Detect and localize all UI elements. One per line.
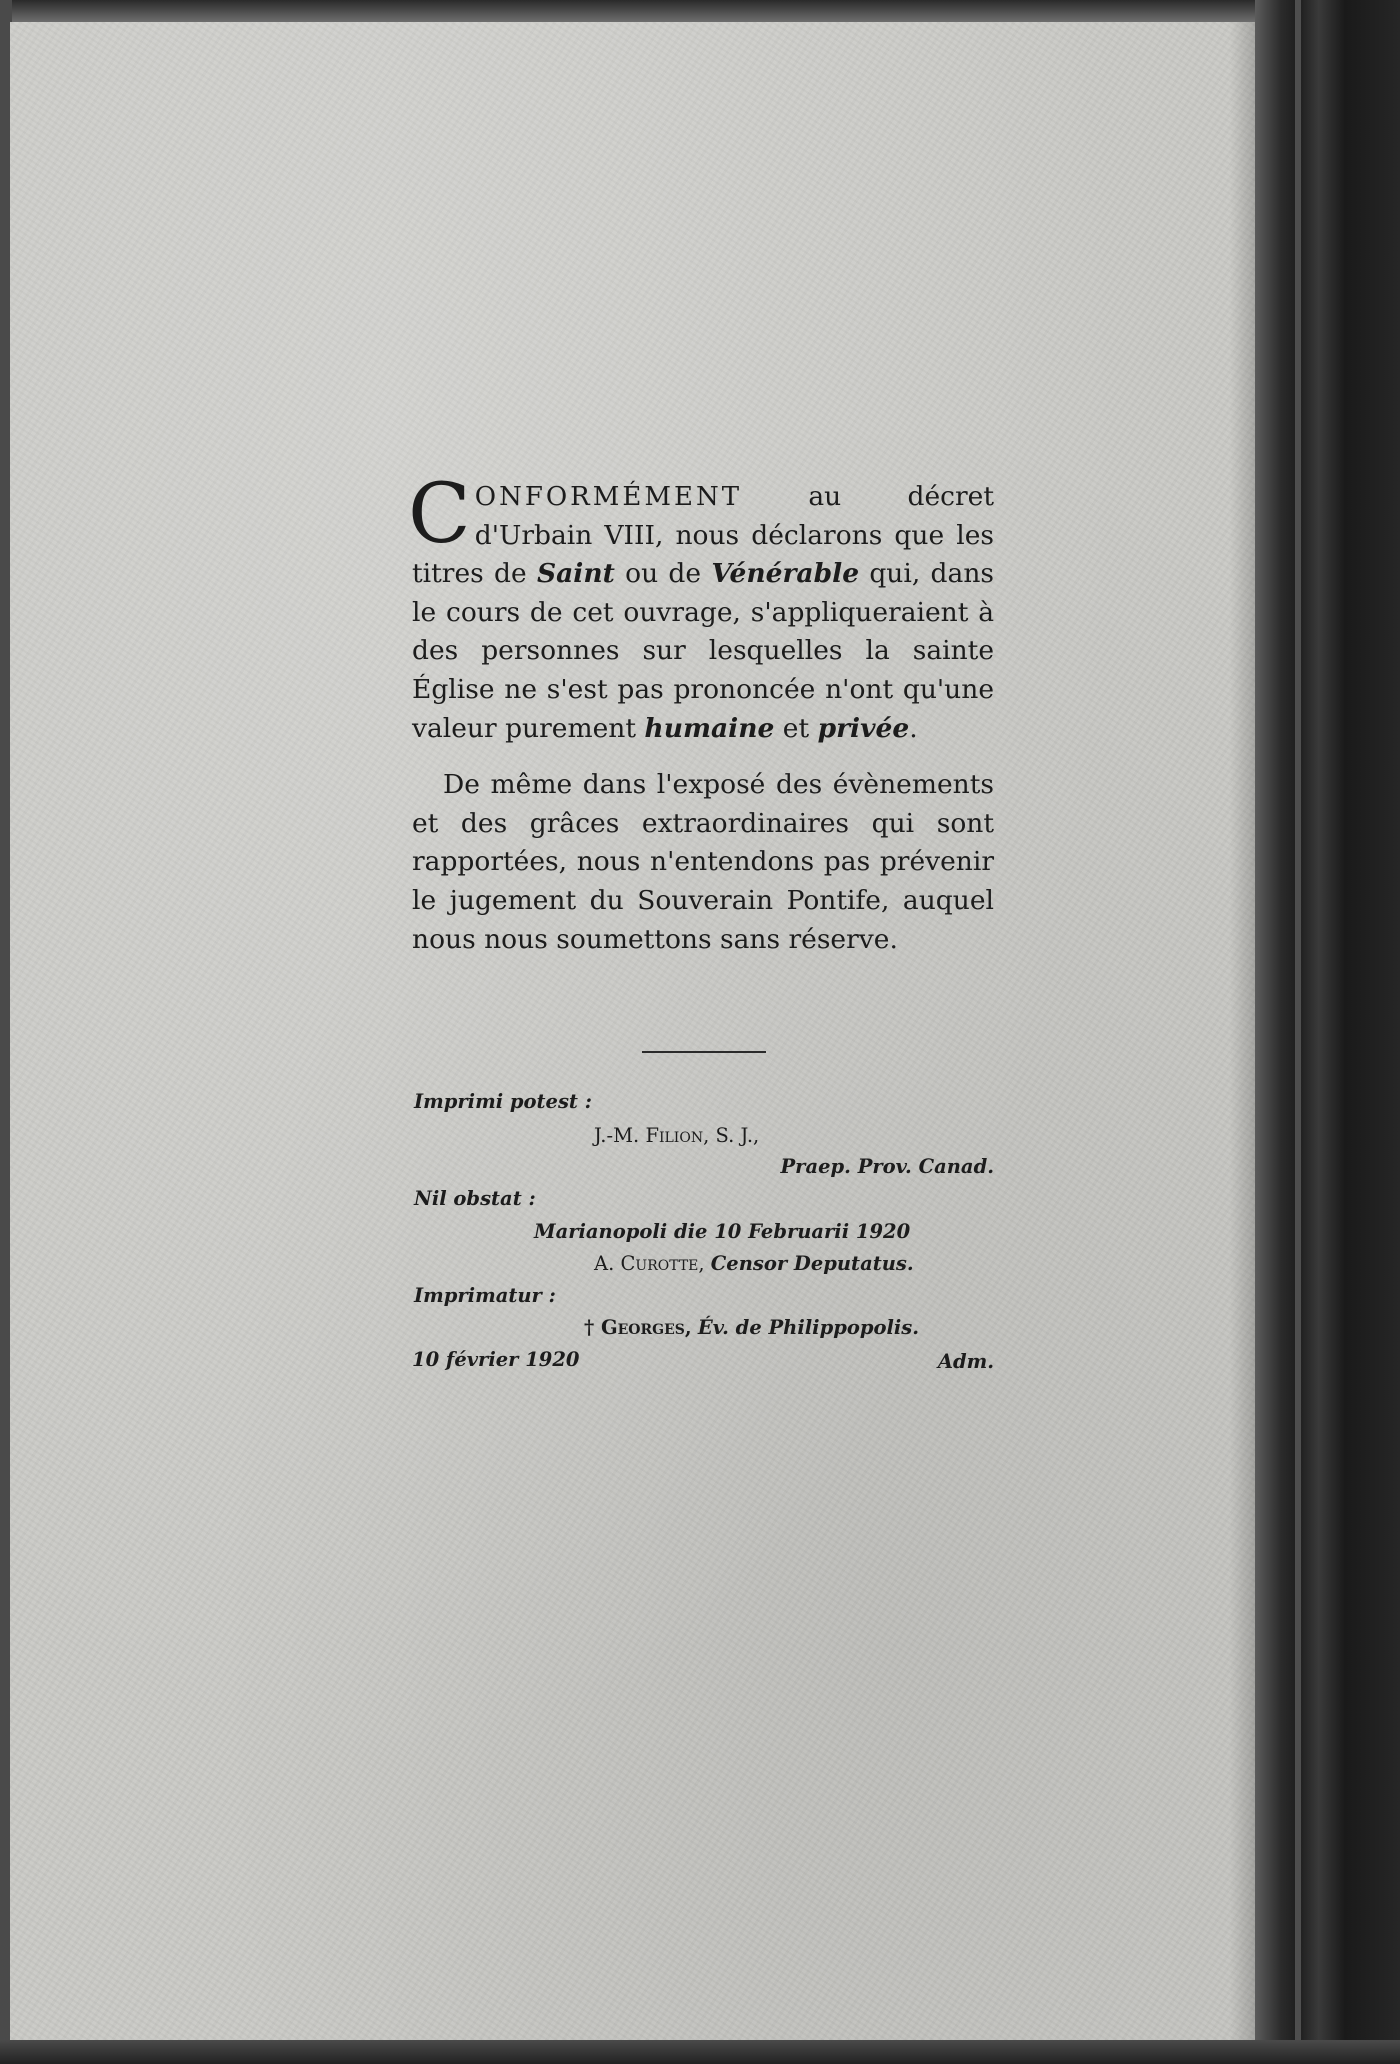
- decree-notice: [408, 467, 994, 959]
- scan-frame-top: [0, 0, 1310, 22]
- section-divider: [642, 1051, 766, 1053]
- term-saint: Saint: [536, 558, 615, 590]
- decree-text: ou de: [614, 558, 712, 590]
- paper-page: [10, 22, 1272, 2044]
- decree-paragraph-1: [408, 467, 994, 748]
- decree-text: .: [909, 712, 918, 744]
- imprimatur-label: Imprimatur :: [414, 1284, 556, 1307]
- curotte-name: A. Curotte,: [594, 1252, 705, 1275]
- decree-lead-word: ONFORMÉMENT: [474, 482, 743, 512]
- term-privee: privée: [817, 712, 910, 744]
- term-venerable: Vénérable: [711, 558, 860, 590]
- filion-name: J.-M. Filion, S. J.,: [594, 1124, 760, 1147]
- scan-frame-bottom: [0, 2040, 1400, 2064]
- decree-text: qui, dans le cours de cet ouvrage, s'appliqueraient à des personnes sur lesquelles la sainte Église ne s'est pas prononcée n'ont qu'une valeur purement: [412, 558, 994, 744]
- book-spine-edge: [1255, 0, 1400, 2064]
- nil-obstat-place-date: Marianopoli die 10 Februarii 1920: [534, 1220, 911, 1243]
- term-humaine: humaine: [644, 712, 775, 744]
- nil-obstat-label: Nil obstat :: [414, 1187, 536, 1210]
- decree-text: au décret d'Urbain VIII, nous déclarons que les titres de: [412, 481, 994, 590]
- drop-cap: C: [408, 467, 471, 562]
- curotte-title: Censor Deputatus.: [710, 1252, 914, 1275]
- decree-text: et: [774, 712, 818, 744]
- adm-abbreviation: Adm.: [937, 1350, 994, 1373]
- curotte-signature: [594, 1248, 914, 1279]
- georges-signature: [584, 1312, 919, 1343]
- imprimi-potest-label: Imprimi potest :: [414, 1090, 592, 1113]
- decree-paragraph-2: De même dans l'exposé des évènements et des grâces extraordinaires qui sont rapportées, nous n'entendons pas prévenir le jugement du Souverain Pontife, auquel nous nous soumettons sans réserve.: [412, 769, 994, 955]
- filion-title: Praep. Prov. Canad.: [780, 1155, 994, 1178]
- imprimatur-date: 10 février 1920: [412, 1348, 580, 1371]
- georges-title: Év. de Philippopolis.: [697, 1316, 920, 1339]
- georges-name: † Georges,: [584, 1316, 692, 1339]
